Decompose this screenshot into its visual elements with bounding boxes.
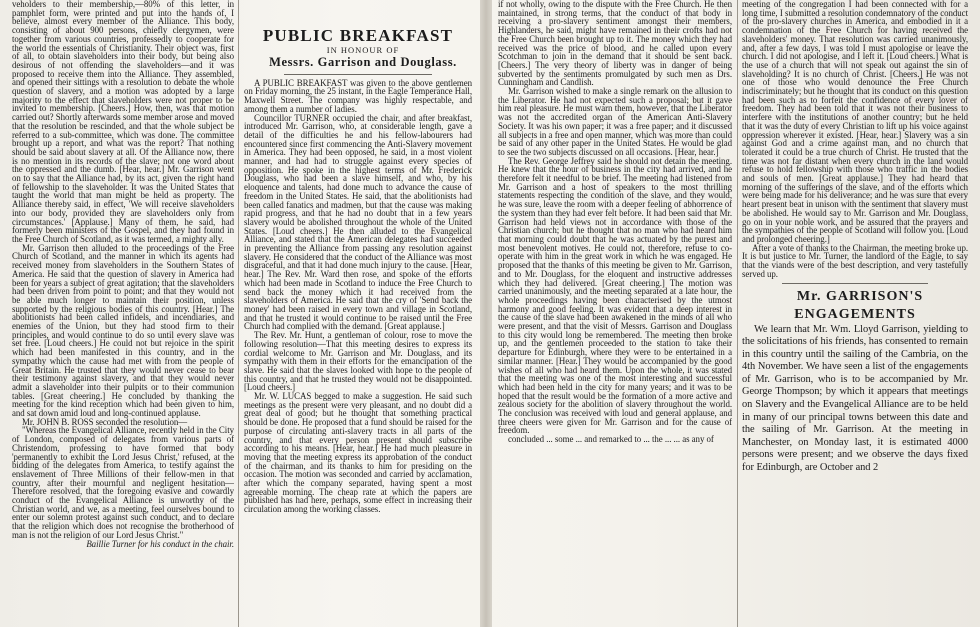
section-title: Mr. GARRISON'S ENGAGEMENTS [794,288,924,322]
column-1-paragraph: veholders to their membership,—80% of this letter, in pamphlet form, were printed and put into the hands of, I believe, almost every member of the Alliance. This body, consisting of about 900 persons, chiefly clergymen, were together from various countries, professedly to cooperate for the world the essentials of Christianity. Their object was, first of all, to obtain slaveholders into their body, but being also desirous of not offending the slaveholders—and it was proposed to receive them into the Alliance. They assembled, and opened their sittings with a resolution to debate the whole question of slavery, and a motion was adopted by a large majority to the effect that slaveholders were not proper to be invited to membership. [Cheers.] How, then, was that motion carried out? Shortly afterwards some member arose and moved that the resolution be rescinded, and that the whole subject be referred to a sub-committee, which was done. The committee brought up a report, and what was the report? That nothing should be said about slavery at all. Of the Alliance now, there is no mention in its records of the slave; not one word about the oppressed and the dumb. [Hear, hear.] Mr. Garrison went on to say that the Alliance had, by its act, given the right hand of fellowship to the slaveholder. It was the United States that taught the world that man might be held as property. The Alliance thereby said, in effect, 'We will receive slaveholders into our body, provided they are slaveholders only from circumstances.' [Applause.] Many of them, he said, had formerly been ministers of the Gospel, and they had found in the Free Church of Scotland, as it was termed, a mighty ally. [12,0,234,244]
column-3-paragraph: The Rev. George Jeffrey said he should not detain the meeting. He knew that the hour of business in the city had arrived, and he therefore felt it needful to be brief. The meeting had listened from Mr. Garrison and a host of speakers to the most thrilling statements respecting the condition of the slave, and they would, he was sure, leave the room with a deeper feeling of abhorrence of the system than they had ever felt before. It had been said that Mr. Garrison had held views not in accordance with those of the Christian church; but he thought that no man who had heard him that morning could doubt that he was actuated by the purest and most benevolent motives. He could not, therefore, refuse to co-operate with him in the great work in which he was engaged. He proposed that the thanks of this meeting be given to Mr. Garrison, and to Mr. Douglass, for the eloquent and instructive addresses which they had delivered. [Great cheering.] The motion was carried unanimously, and the meeting separated at a late hour, the whole proceedings having been characterised by the utmost harmony and good feeling. It was evident that a deep interest in the cause of the slave had been awakened in the minds of all who were present, and that the visit of Messrs. Garrison and Douglass to this city would long be remembered. The meeting then broke up, and the gentlemen proceeded to the station to take their departure for Edinburgh, where they were to be entertained in a similar manner. [Hear.] They would be accompanied by the good wishes of all who had heard them. Upon the whole, it was stated that the meeting was one of the most interesting and successful which had been held in the city for many years; and it was to be hoped that the result would be the formation of a more active and zealous society for the abolition of slavery throughout the world. The conclusion was received with loud and general applause, and three cheers were given for Mr. Garrison and for the cause of freedom. [498,155,732,436]
column-4-paragraph: meeting of the congregation I had been connected with for a long time, I submitted a resolution condemnatory of the conduct of the pro-slavery churches in America, and embodied in it a condemnation of the Free Church for having received the slaveholders' money. That resolution was carried unanimously, and, after a few days, I was told I must apologise or leave the church. I did not apologise, and I left it. [Loud cheers.] What is the use of a church that will not speak out against the sin of slaveholding? It is no church of Christ. [Cheers.] He was not one of those who would denounce the Free Church indiscriminately; but he thought that its conduct on this question had been such as to forfeit the confidence of every lover of freedom. They had been told that it was not their business to interfere with the institutions of another country; but he held that it was the duty of every Christian to lift up his voice against oppression wherever it existed. [Hear, hear.] Slavery was a sin against God and a crime against man, and no church that tolerated it could be a true church of Christ. He trusted that the time was not far distant when every church in the land would refuse to hold fellowship with those who traffic in the bodies and souls of men. [Great applause.] They had heard that morning of the sufferings of the slave, and of the efforts which were being made for his deliverance; and he was sure that every heart present beat in unison with the sentiment that slavery must be abolished. He would say to Mr. Garrison and Mr. Douglass, go on in your noble work, and be assured that the prayers and the sympathies of the people of Scotland will follow you. [Loud and prolonged cheering.] [742,0,968,244]
column-1 [12,0,234,627]
column-2-paragraph: A PUBLIC BREAKFAST was given to the above gentlemen on Friday morning, the 25 instant, in the Eagle Temperance Hall, Maxwell Street. The company was highly respectable, and among them a number of ladies. [244,77,472,114]
column-2 [244,0,472,627]
column-1-closing: Baillie Turner for his conduct in the chair. [86,538,234,549]
article-headline: PUBLIC BREAKFAST [262,26,454,45]
column-rule [238,0,239,627]
column-2-paragraph: The Rev. Mr. Hunt, a gentleman of colour, rose to move the following resolution—That this meeting desires to express its cordial welcome to Mr. Garrison and Mr. Douglass, and its sympathy with them in their efforts for the emancipation of the slave. He said that the slaves looked with hope to the people of this country, and that he trusted they would not be disappointed. [Loud cheers.] [244,330,472,393]
engagements-paragraph: We learn that Mr. Wm. Lloyd Garrison, yielding to the solicitations of his friends, has consented to remain in this country until the sailing of the Cambria, on the 4th November. We have seen a list of the engagements of Mr. Garrison, who is to be accompanied by Mr. George Thompson; by which it appears that meetings on Slavery and the Evangelical Alliance are to be held in many of our principal towns between this date and the sailing of Mr. Garrison. At the meeting in Manchester, on Monday last, it is estimated 4000 persons were present; and we observe the days fixed for Edinburgh, are October and 2 [742,323,968,474]
column-rule [737,0,738,627]
column-3-paragraph: concluded ... some ... and remarked to ... the ... ... as any of [508,434,714,445]
column-1-paragraph: Mr. Garrison then alluded to the proceedings of the Free Church of Scotland, and the manner in which its agents had received money from slaveholders in the Southern States of America. He said that the question of slavery in America had been for years a subject of great agitation; that the slaveholders had been driven from point to point; and that they would not be able much longer to maintain their position, unless supported by the religious bodies of this country. [Hear.] The abolitionists had been called infidels, and incendiaries, and enemies of the Union, but they had stood firm to their principles, and would continue to do so until every slave was set free. [Loud cheers.] He could not but rejoice in the spirit which had been manifested in this country, and in the sympathy which the cause had met with from the people of Great Britain. He trusted that they would never cease to bear their testimony against slavery, and that they would never admit a slaveholder into their pulpits or to their communion tables. [Great cheering.] He concluded by thanking the meeting for the kind reception which had been given to him, and sat down amid loud and long-continued applause. [12,242,234,419]
column-2-paragraph: Councillor TURNER occupied the chair, and after breakfast, introduced Mr. Garrison, who, at considerable length, gave a detail of the difficulties he and his fellow-labourers had encountered since first commencing the Anti-Slavery movement in America. They had been opposed, he said, in a most violent manner, and had had to struggle against every species of opposition. He spoke in the highest terms of Mr. Frederick Douglass, who had been a slave himself, and who, by his eloquence and talents, had done much to advance the cause of freedom in the United States. He said, that the abolitionists had been called fanatics and madmen, but that the cause was making rapid progress, and that he had no doubt that in a few years slavery would be abolished throughout the whole of the United States. [Loud cheers.] He then alluded to the Evangelical Alliance, and stated that the American delegates had succeeded in preventing the Alliance from passing any resolution against slavery. He considered that the conduct of the Alliance was most disgraceful, and that it had done much injury to the cause. [Hear, hear.] The Rev. Mr. Ward then rose, and spoke of the efforts which had been made in Scotland to induce the Free Church to send back the money which it had received from the slaveholders of America. He said that the cry of 'Send back the money' had been raised in every town and village in Scotland, and that he trusted it would continue to be raised until the Free Church had complied with the demand. [Great applause.] [244,112,472,332]
article-subtitle: IN HONOUR OF [326,45,400,55]
column-3-paragraph: if not wholly, owing to the dispute with the Free Church. He then maintained, in strong terms, that the conduct of that body in receiving a pro-slavery sentiment amongst their members, Highlanders, he said, might have remained in their crofts had not the Free Church been brought up to it. The money which they had received was the price of blood, and he called upon every Scotchman to join in the demand that it should be sent back. [Cheers.] The very theory of liberty was in danger of being subverted by the sentiments promulgated by such men as Drs. Cunningham and Candlish. [498,0,732,88]
column-3-paragraph: Mr. Garrison wished to make a single remark on the allusion to the Liberator. He had not expected such a proposal; but it gave him real pleasure. He must warn them, however, that the Liberator was not the accredited organ of the American Anti-Slavery Society. It was his own paper; it was a free paper; and it discussed all subjects in a free and open manner, which was more than could be said of any other paper in the United States. He would be glad to see the two subjects discussed on all occasions. [Hear, hear.] [498,86,732,157]
page-gutter [480,0,492,627]
column-3 [498,0,732,627]
column-1-paragraph: "Whereas the Evangelical Alliance, recently held in the City of London, composed of delegates from various parts of Christendom, professing to have formed that body 'permanently to exhibit the Lord Jesus Christ,' refused, at the bidding of the delegates from America, to testify against the enslavement of Three Millions of their fellow-men in that country, after their mournful and negligent hesitation—Therefore resolved, that the foregoing evasive and cowardly conduct of the Evangelical Alliance is unworthy of the Christian world, and we, as a meeting, feel ourselves bound to enter our solemn protest against such conduct, and to declare that the religion which does not recognise the brotherhood of man is not the religion of our Lord Jesus Christ." [12,425,234,540]
column-4 [742,0,968,627]
section-divider [782,283,928,284]
headline-divider [284,74,432,75]
column-2-paragraph: Mr. W. LUCAS begged to make a suggestion. He said such meetings as the present were very pleasant, and no doubt did a great deal of good; but he thought that something practical should be done. He proposed that a fund should be raised for the purpose of circulating anti-slavery tracts in all parts of the country, and that every person present should subscribe according to his means. [Hear, hear.] He had much pleasure in moving that the meeting express its approbation of the conduct of the chairman, and its thanks to him for presiding on the occasion. The motion was seconded and carried by acclamation, after which the company separated, having spent a most agreeable morning. The cheap rate at which the papers are published has had here, perhaps, some effect in increasing their circulation among the working classes. [244,391,472,515]
column-4-paragraph: After a vote of thanks to the Chairman, the meeting broke up. It is but justice to Mr. Turner, the landlord of the Eagle, to say that the viands were of the best description, and very tastefully served up. [742,242,968,279]
engagements-body [742,324,968,475]
column-1-paragraph: Mr. JOHN B. ROSS seconded the resolution— [22,416,188,427]
article-names: Messrs. Garrison and Douglass. [269,54,457,69]
